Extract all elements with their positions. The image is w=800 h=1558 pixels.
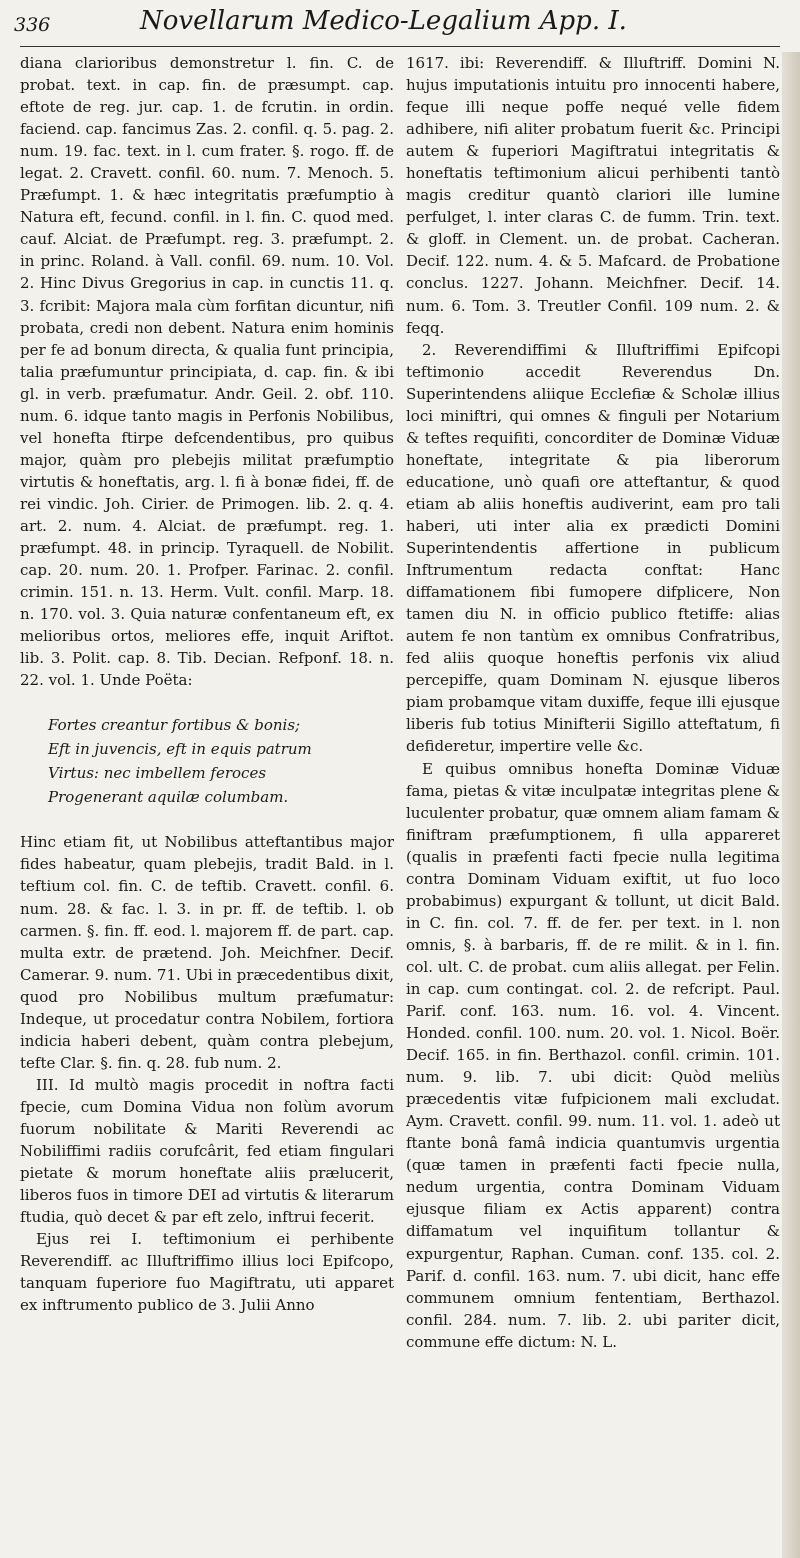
- running-title: Novellarum Medico-Legalium App. I.: [140, 6, 627, 36]
- header-rule: [20, 46, 780, 47]
- page-number: 336: [14, 14, 51, 36]
- page-edge-shadow: [782, 52, 800, 1558]
- verse-line-3: Virtus: nec imbellem feroces: [48, 764, 267, 783]
- left-paragraph-2: Hinc etiam fit, ut Nobilibus atteftantibus major fides habeatur, quam plebejis, tradit Bald. in l. teftium col. fin. C. de teftib. Cravett. confil. 6. num. 28. & fac. l. 3. in pr. ff. de teftib. l. ob carmen. §. fin. ff. eod. l. majorem ff. de part. cap. multa extr. de prætend. Joh. Meichfner. Decif. Camerar. 9. num. 71. Ubi in præcedentibus dixit, quod pro Nobilibus multum præfumatur: Indeque, ut procedatur contra Nobilem, fortiora indicia haberi debent, quàm contra plebejum, tefte Clar. §. fin. q. 28. fub num. 2.: [20, 833, 394, 1072]
- verse-line-1: Fortes creantur fortibus & bonis;: [48, 716, 301, 735]
- right-paragraph-2: 2. Reverendiffimi & Illuftriffimi Epifcopi teftimonio accedit Reverendus Dn. Superintendens aliique Ecclefiæ & Scholæ illius loci miniftri, qui omnes & finguli per Notarium & teftes requifiti, concorditer de Dominæ Viduæ honeftate, integritate & pia liberorum educatione, unò quafi ore atteftantur, & quod etiam ab aliis honeftis audiverint, eam pro tali haberi, uti inter alia ex prædicti Domini Superintendentis affertione in publicum Inftrumentum redacta conftat: Hanc diffamationem fibi fumopere difplicere, Non tamen diu N. in officio publico ftetiffe: alias autem fe non tantùm ex omnibus Confratribus, fed aliis quoque honeftis perfonis vix aliud percepiffe, quam Dominam N. ejusque liberos piam probamque vitam duxiffe, feque illi ejusque liberis fub totius Minifterii Sigillo atteftatum, fi defideretur, impertire velle &c.: [406, 340, 780, 756]
- right-column: [406, 52, 780, 1542]
- verse-line-4: Progenerant aquilæ columbam.: [48, 788, 289, 807]
- left-paragraph-1: diana clarioribus demonstretur l. fin. C. de probat. text. in cap. fin. de præsumpt. cap. eftote de reg. jur. cap. 1. de fcrutin. in ordin. faciend. cap. fancimus Zas. 2. confil. q. 5. pag. 2. num. 19. fac. text. in l. cum frater. §. rogo. ff. de legat. 2. Cravett. confil. 60. num. 7. Menoch. 5. Præfumpt. 1. & hæc integritatis præfumptio à Natura eft, fecund. confil. in l. fin. C. quod med. cauf. Alciat. de Præfumpt. reg. 3. præfumpt. 2. in princ. Roland. à Vall. confil. 69. num. 10. Vol. 2. Hinc Divus Gregorius in cap. in cunctis 11. q. 3. fcribit: Majora mala cùm forfitan dicuntur, nifi probata, credi non debent. Natura enim hominis per fe ad bonum directa, & qualia funt principia, talia præfumuntur principiata, d. cap. fin. & ibi gl. in verb. præfumatur. Andr. Geil. 2. obf. 110. num. 6. idque tanto magis in Perfonis Nobilibus, vel honefta ftirpe defcendentibus, pro quibus major, quàm pro plebejis militat præfumptio virtutis & honeftatis, arg. l. fi à bonæ fidei, ff. de rei vindic. Joh. Cirier. de Primogen. lib. 2. q. 4. art. 2. num. 4. Alciat. de præfumpt. reg. 1. præfumpt. 48. in princip. Tyraquell. de Nobilit. cap. 20. num. 20. 1. Profper. Farinac. 2. confil. crimin. 151. n. 13. Herm. Vult. confil. Marp. 18. n. 170. vol. 3. Quia naturæ confentaneum eft, ex melioribus ortos, meliores effe, inquit Ariftot. lib. 3. Polit. cap. 8. Tib. Decian. Refponf. 18. n. 22. vol. 1. Unde Poëta:: [20, 54, 394, 690]
- right-paragraph-1: 1617. ibi: Reverendiff. & Illuftriff. Domini N. hujus imputationis intuitu pro innocenti habere, feque illi neque poffe nequé velle fidem adhibere, nifi aliter probatum fuerit &c. Principi autem & fuperiori Magiftratui integritatis & honeftatis teftimonium alicui perhibenti tantò magis creditur quantò clariori ille lumine perfulget, l. inter claras C. de fumm. Trin. text. & gloff. in Clement. un. de probat. Cacheran. Decif. 122. num. 4. & 5. Mafcard. de Probatione conclus. 1227. Johann. Meichfner. Decif. 14. num. 6. Tom. 3. Treutler Confil. 109 num. 2. & feqq.: [406, 54, 780, 337]
- left-paragraph-4: Ejus rei I. teftimonium ei perhibente Reverendiff. ac Illuftriffimo illius loci Epifcopo, tanquam fuperiore fuo Magiftratu, uti apparet ex inftrumento publico de 3. Julii Anno: [20, 1230, 394, 1315]
- verse-quote: [48, 713, 394, 809]
- page-header: [0, 0, 800, 52]
- verse-line-2: Eft in juvencis, eft in equis patrum: [48, 740, 312, 759]
- left-paragraph-3: III. Id multò magis procedit in noftra facti fpecie, cum Domina Vidua non folùm avorum fuorum nobilitate & Mariti Reverendi ac Nobiliffimi radiis corufcârit, fed etiam fingulari pietate & morum honeftate aliis prælucerit, liberos fuos in timore DEI ad virtutis & literarum ftudia, quò decet & par eft zelo, inftrui fecerit.: [20, 1075, 394, 1227]
- left-column: [20, 52, 394, 1542]
- right-paragraph-3: E quibus omnibus honefta Dominæ Viduæ fama, pietas & vitæ inculpatæ integritas plene & luculenter probatur, quæ omnem aliam famam & finiftram præfumptionem, fi ulla appareret (qualis in præfenti facti fpecie nulla legitima contra Dominam Viduam exiftit, ut fuo loco probabimus) expurgant & tollunt, ut dicit Bald. in C. fin. col. 7. ff. de fer. per text. in l. non omnis, §. à barbaris, ff. de re milit. & in l. fin. col. ult. C. de probat. cum aliis allegat. per Felin. in cap. cum contingat. col. 2. de refcript. Paul. Parif. conf. 163. num. 16. vol. 4. Vincent. Honded. confil. 100. num. 20. vol. 1. Nicol. Boër. Decif. 165. in fin. Berthazol. confil. crimin. 101. num. 9. lib. 7. ubi dicit: Quòd meliùs præcedentis vitæ fufpicionem mali excludat. Aym. Cravett. confil. 99. num. 11. vol. 1. adeò ut ftante bonâ famâ indicia quantumvis urgentia (quæ tamen in præfenti facti fpecie nulla, nedum urgentia, contra Dominam Viduam ejusque filiam ex Actis apparent) contra diffamatum vel inquifitum tollantur & expurgentur, Raphan. Cuman. conf. 135. col. 2. Parif. d. confil. 163. num. 7. ubi dicit, hanc effe communem omnium fententiam, Berthazol. confil. 284. num. 7. lib. 2. ubi pariter dicit, commune effe dictum: N. L.: [406, 759, 780, 1351]
